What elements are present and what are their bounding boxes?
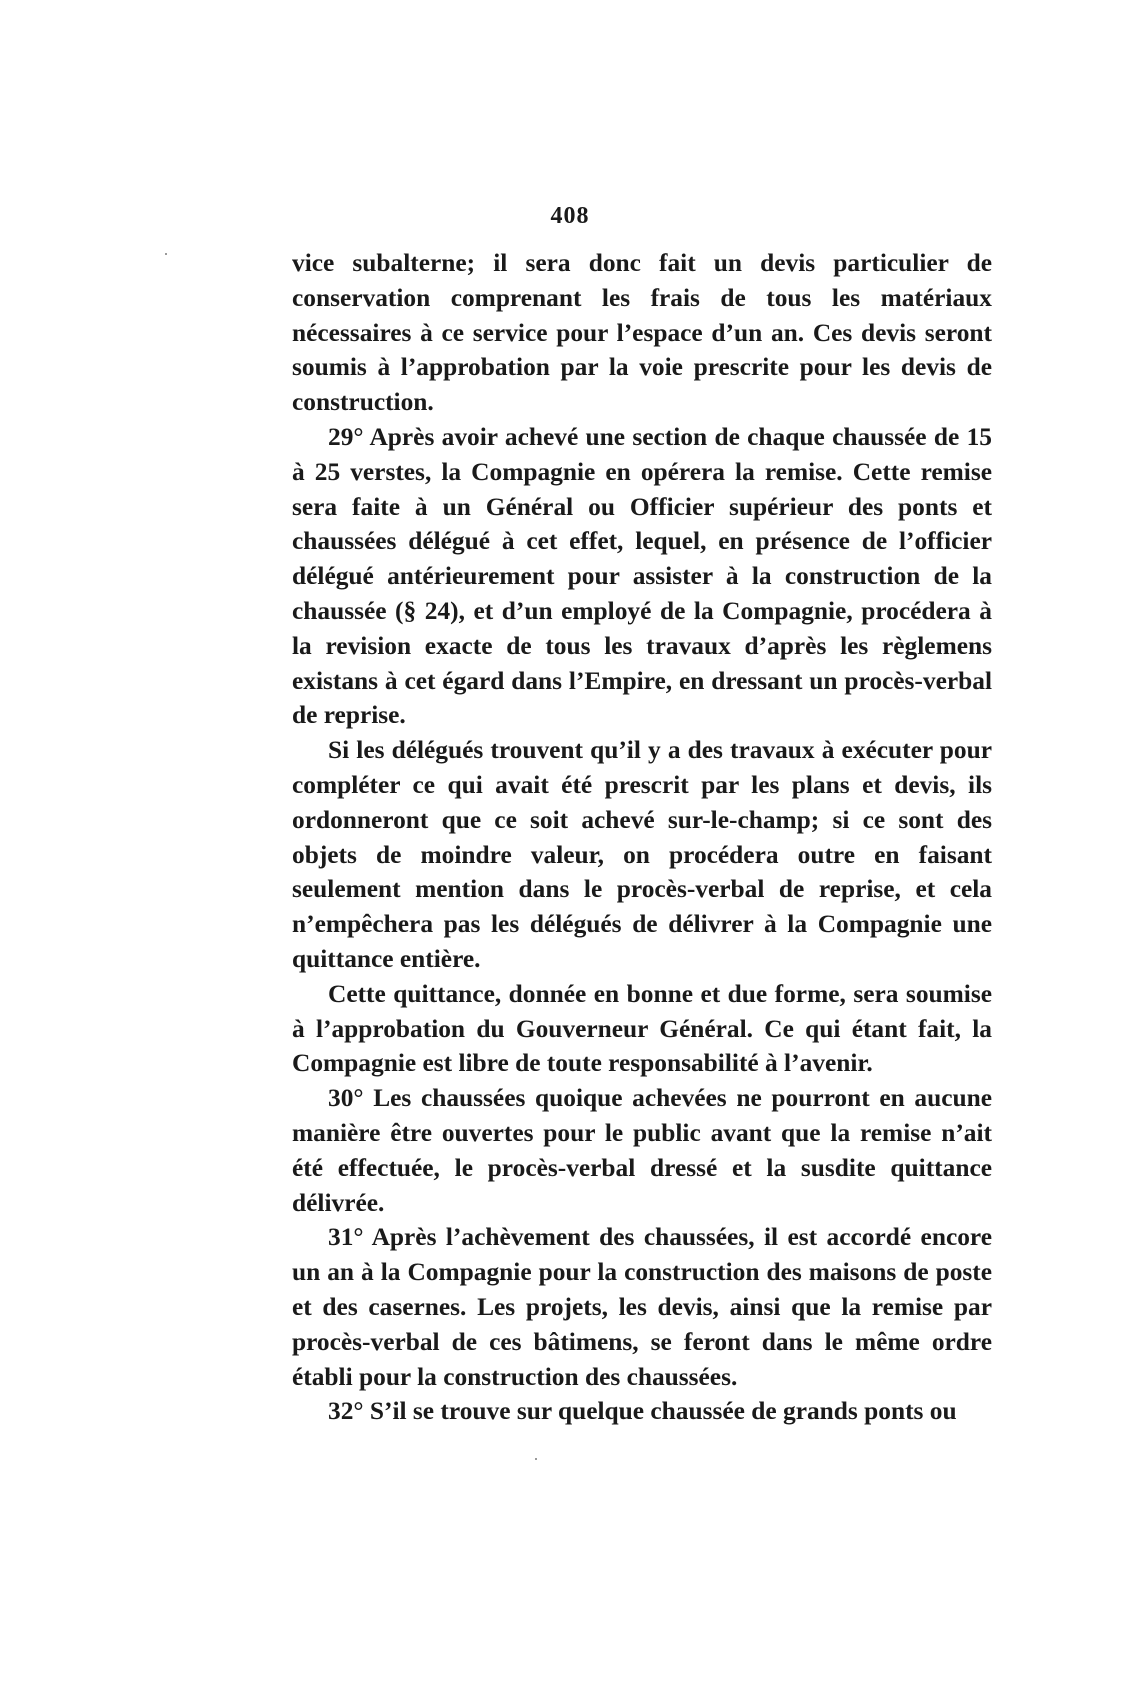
body-text — [292, 246, 992, 1429]
paragraph-7: 32° S’il se trouve sur quelque chaussée de grands ponts ou — [328, 1397, 957, 1426]
paragraph-3: Si les délégués trouvent qu’il y a des travaux à exécuter pour compléter ce qui avait été prescrit par les plans et devis, ils ordonneront que ce soit achevé sur-le-champ; si ce sont des objets de moindre valeur, on procédera outre en faisant seulement mention dans le procès-verbal de reprise, et cela n’empêchera pas les délégués de délivrer à la Compagnie une quittance entière. — [292, 736, 992, 973]
page-number: 408 — [550, 203, 590, 229]
scan-speck — [535, 1458, 537, 1460]
paragraph-6: 31° Après l’achèvement des chaussées, il est accordé encore un an à la Compagnie pour la construction des maisons de poste et des casernes. Les projets, les devis, ainsi que la remise par procès-verbal de ces bâtimens, se feront dans le même ordre établi pour la construction des chaussées. — [292, 1223, 992, 1391]
paragraph-2: 29° Après avoir achevé une section de chaque chaussée de 15 à 25 verstes, la Compagnie en opérera la remise. Cette remise sera faite à un Général ou Officier supérieur des ponts et chaussées délégué à cet effet, lequel, en présence de l’officier délégué antérieurement pour assister à la construction de la chaussée (§ 24), et d’un employé de la Compagnie, procédera à la revision exacte de tous les travaux d’après les règlemens existans à cet égard dans l’Empire, en dressant un procès-verbal de reprise. — [292, 422, 992, 730]
paragraph-1: vice subalterne; il sera donc fait un devis particulier de conservation comprenant les frais de tous les matériaux nécessaires à ce service pour l’espace d’un an. Ces devis seront soumis à l’approbation par la voie prescrite pour les devis de construction. — [292, 249, 992, 417]
scan-speck — [165, 253, 167, 255]
paragraph-4: Cette quittance, donnée en bonne et due forme, sera soumise à l’approbation du Gouverneur Général. Ce qui étant fait, la Compagnie est libre de toute responsabilité à l’avenir. — [292, 979, 992, 1078]
paragraph-5: 30° Les chaussées quoique achevées ne pourront en aucune manière être ouvertes pour le public avant que la remise n’ait été effectuée, le procès-verbal dressé et la susdite quittance délivrée. — [292, 1084, 992, 1217]
